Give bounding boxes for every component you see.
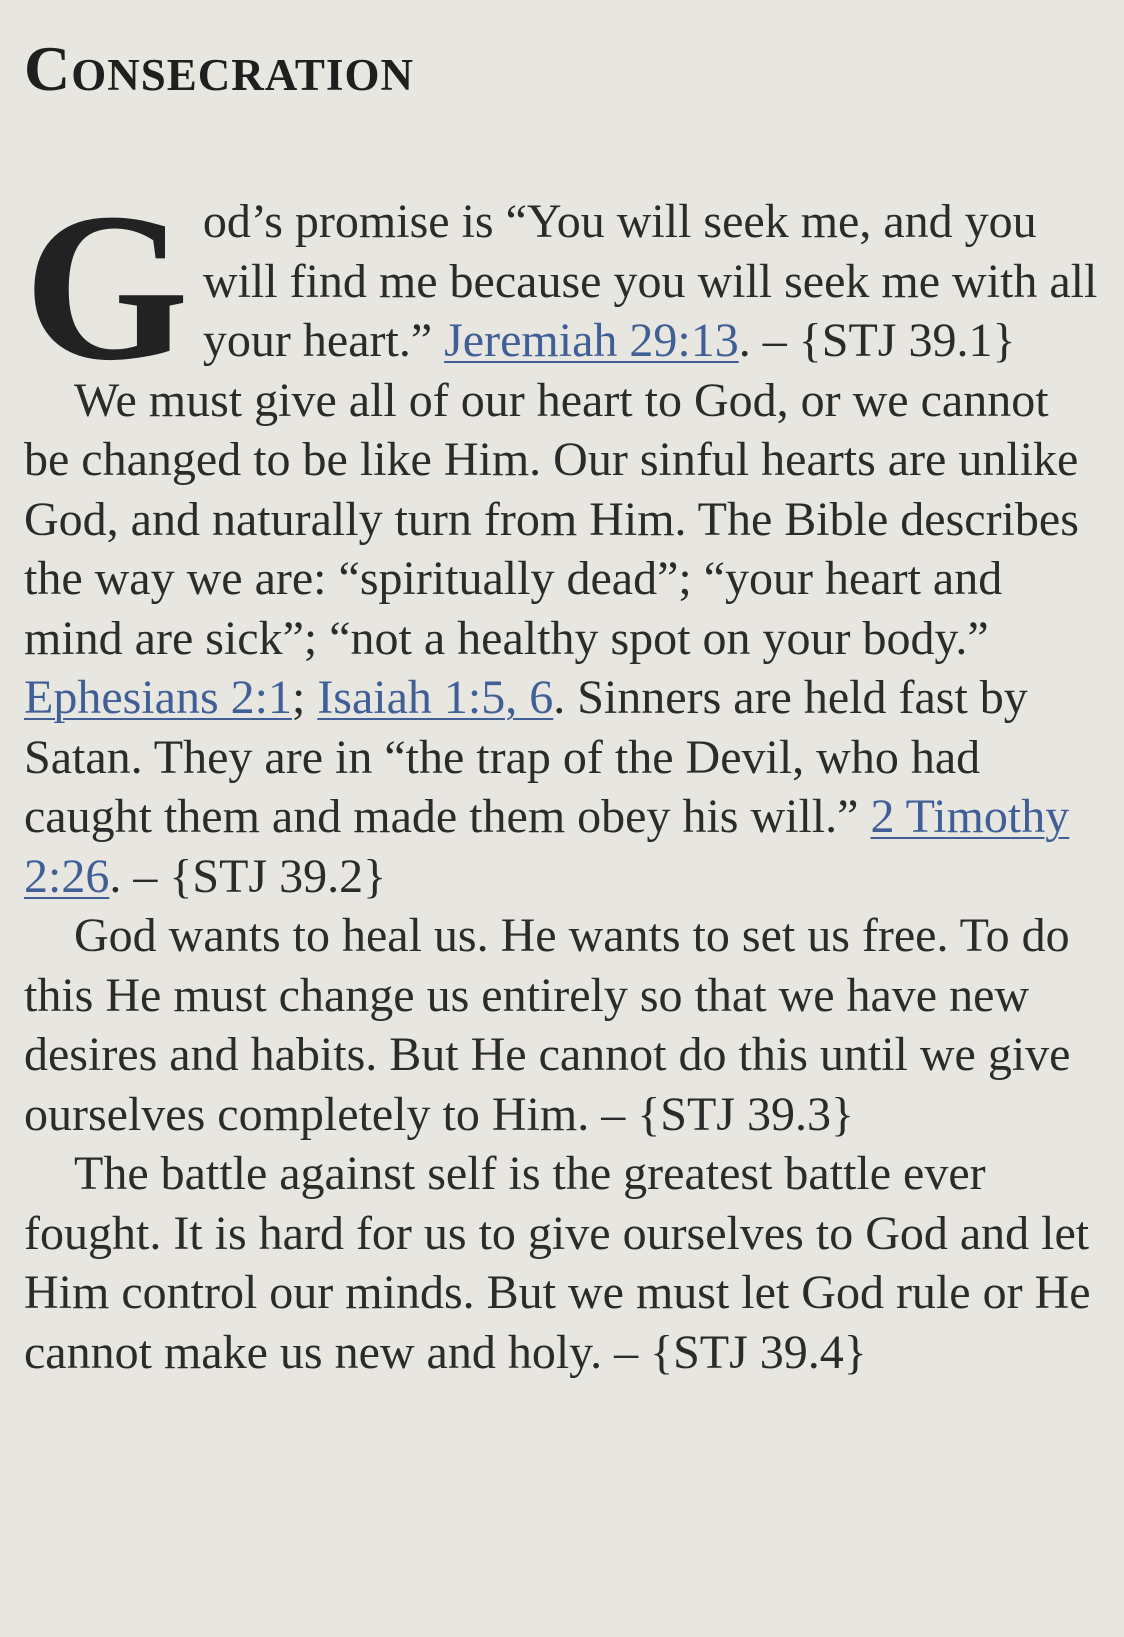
paragraph-1 xyxy=(24,169,1100,404)
paragraph-4 xyxy=(24,1144,1100,1382)
paragraph-text: The battle against self is the greatest battle ever fought. It is hard for us to give ourselves to God and let Him control our minds. But we must let God rule or He cannot make us new and holy. – {STJ 39.4} xyxy=(24,1147,1091,1379)
scripture-link-jeremiah[interactable]: Jeremiah 29:13 xyxy=(444,314,739,367)
paragraph-text: . Sinners are held fast by Satan. They are in “the trap of the Devil, who had caught them and made them obey his will.” xyxy=(24,671,1028,843)
scripture-link-2-timothy[interactable]: 2 Timothy 2:26 xyxy=(24,790,1070,903)
paragraph-reference: . – {STJ 39.2} xyxy=(109,849,387,903)
chapter-title: Consecration xyxy=(24,33,414,104)
scripture-link-ephesians[interactable]: Ephesians 2:1 xyxy=(24,671,292,724)
chapter-body xyxy=(24,169,1100,1382)
paragraph-text: od’s promise is “You will seek me, and you will find me because you will seek me with all your heart.” xyxy=(202,195,1098,367)
paragraph-reference: . – {STJ 39.1} xyxy=(738,314,1016,367)
scripture-link-isaiah[interactable]: Isaiah 1:5, 6 xyxy=(317,671,554,724)
paragraph-3 xyxy=(24,906,1100,1144)
paragraph-text: We must give all of our heart to God, or we cannot be changed to be like Him. Our sinful hearts are unlike God, and naturally turn from Him. The Bible describes the way we are: “spiritually dead”; “your heart and mind are sick”; “not a healthy spot on your body.” xyxy=(24,373,1079,665)
paragraph-text: ; xyxy=(291,671,318,724)
paragraph-2 xyxy=(24,371,1100,907)
paragraph-text: God wants to heal us. He wants to set us free. To do this He must change us entirely so that we have new desires and habits. But He cannot do this until we give ourselves completely to Him. – {STJ 39.3} xyxy=(24,909,1071,1141)
drop-cap: G xyxy=(24,169,189,404)
